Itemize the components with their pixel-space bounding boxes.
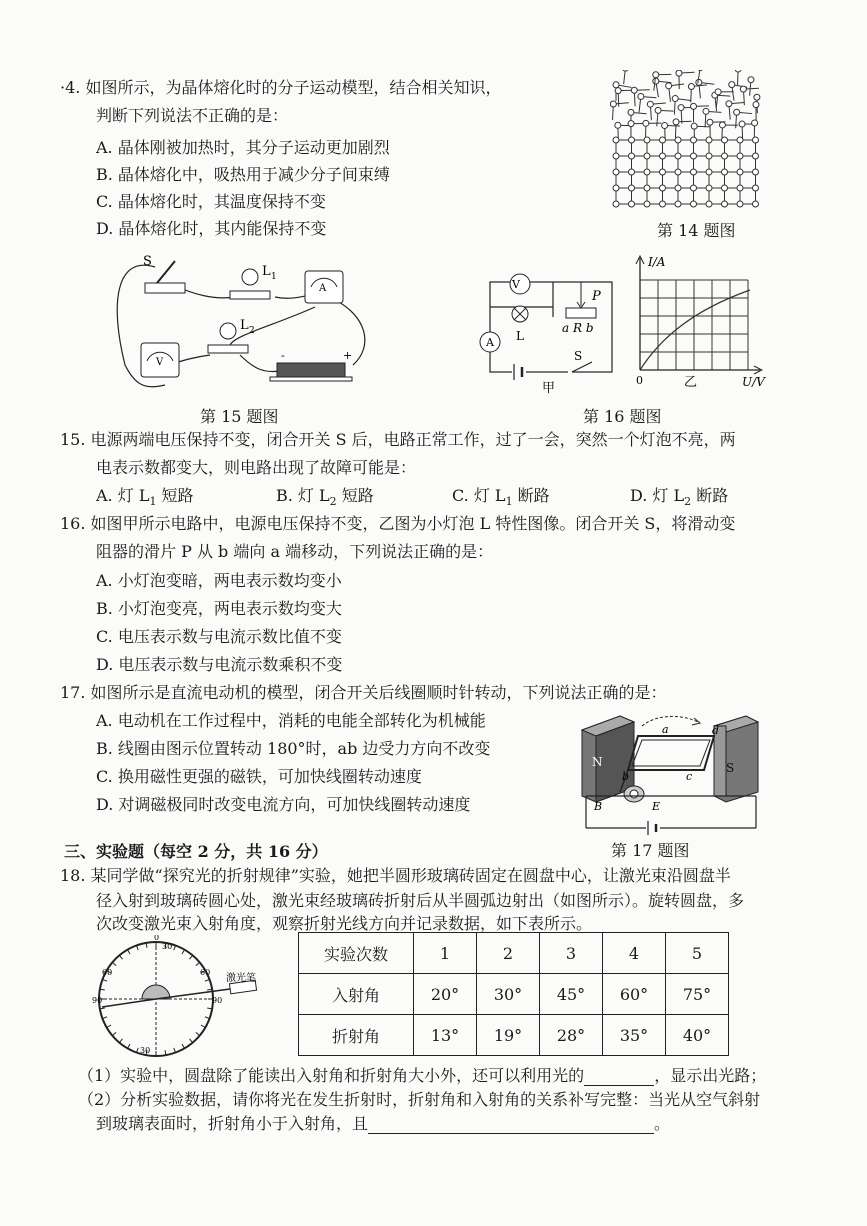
q14-stem-line2: 判断下列说法不正确的是： [96, 106, 289, 125]
fig17-b-label: b [622, 770, 630, 783]
figure-16-graph [628, 252, 768, 392]
table-cell: 入射角 [299, 974, 414, 1015]
q16-option-b: B. 小灯泡变亮，两电表示数均变大 [96, 599, 342, 618]
table-cell: 13° [414, 1015, 477, 1056]
q16-stem-line2: 阻器的滑片 P 从 b 端向 a 端移动，下列说法正确的是： [96, 542, 494, 561]
fig18-mark-60-left: 60 [102, 968, 113, 977]
fig17-bb-label: B [594, 800, 603, 813]
fig18-mark-0-top: 0 [154, 935, 160, 942]
q15-option-b: B. 灯 $L_2$ 短路 [276, 486, 374, 509]
fig15-l1-label: L [262, 264, 271, 279]
fig15-voltmeter-label: V [156, 357, 164, 368]
figure-15-caption: 第 15 题图 [200, 407, 279, 426]
table-cell: 75° [666, 974, 729, 1015]
q14-option-b: B. 晶体熔化中，吸热用于减少分子间束缚 [96, 165, 390, 184]
table-cell: 28° [540, 1015, 603, 1056]
table-header-cell: 4 [603, 933, 666, 974]
fig16-jia-label: 甲 [542, 381, 556, 396]
fig18-mark-90-right: 90 [212, 996, 223, 1005]
figure-16-circuit [468, 262, 623, 397]
fig16-ylabel: I/A [648, 255, 666, 269]
fig17-e-label: E [652, 800, 661, 813]
section-3-title: 三、实验题（每空 2 分，共 16 分） [64, 842, 328, 861]
q18-stem-line1: 18. 某同学做“探究光的折射规律”实验，她把半圆形玻璃砖固定在圆盘中心，让激光束沿圆盘半 [60, 866, 731, 885]
fig17-n-label: N [592, 755, 603, 769]
q15-option-c: C. 灯 $L_1$ 断路 [452, 486, 550, 509]
q14-option-a: A. 晶体刚被加热时，其分子运动更加剧烈 [96, 138, 390, 157]
fig16-s-label: S [574, 349, 583, 363]
q17-option-b: B. 线圈由图示位置转动 180°时，ab 边受力方向不改变 [96, 739, 491, 758]
q18-sub1-answer-blank[interactable] [584, 1085, 654, 1086]
q18-data-table [298, 932, 729, 1056]
table-header-cell: 1 [414, 933, 477, 974]
fig16-v-label: V [512, 278, 520, 291]
q16-option-d: D. 电压表示数与电流示数乘积不变 [96, 655, 343, 674]
q14-option-c: C. 晶体熔化时，其温度保持不变 [96, 192, 326, 211]
q16-option-c: C. 电压表示数与电流示数比值不变 [96, 627, 342, 646]
table-header-cell: 3 [540, 933, 603, 974]
fig18-mark-90-left: 90 [92, 996, 103, 1005]
q15-stem-line1: 15. 电源两端电压保持不变，闭合开关 S 后，电路正常工作，过了一会，突然一个灯泡不亮，两 [60, 430, 736, 449]
fig18-laser-label: 激光笔 [226, 973, 256, 984]
fig17-a-label: a [662, 723, 669, 736]
q18-sub2-line2: 到玻璃表面时，折射角小于入射角，且 。 [96, 1114, 671, 1133]
fig16-xlabel: U/V [742, 375, 765, 389]
table-cell: 30° [477, 974, 540, 1015]
q17-option-d: D. 对调磁极同时改变电流方向，可加快线圈转动速度 [96, 795, 471, 814]
q17-option-a: A. 电动机在工作过程中，消耗的电能全部转化为机械能 [96, 711, 486, 730]
fig16-l-label: L [516, 329, 524, 343]
q16-option-a: A. 小灯泡变暗，两电表示数均变小 [96, 571, 342, 590]
fig17-d-label: d [712, 724, 720, 737]
table-cell: 35° [603, 1015, 666, 1056]
figure-18-disk [90, 935, 280, 1060]
figure-15-circuit [105, 245, 380, 395]
fig18-mark-30-bottom: 30 [140, 1046, 151, 1055]
figure-16-caption: 第 16 题图 [583, 407, 662, 426]
fig15-plus-label: + [343, 349, 353, 362]
fig15-l2-label: L [240, 318, 249, 333]
q16-stem-line1: 16. 如图甲所示电路中，电源电压保持不变，乙图为小灯泡 L 特性图像。闭合开关 S，将滑动变 [60, 514, 736, 533]
table-header-cell: 2 [477, 933, 540, 974]
q18-stem-line2: 径入射到玻璃砖圆心处，激光束经玻璃砖折射后从半圆弧边射出（如图所示）。旋转圆盘，多 [96, 891, 745, 910]
q18-sub1: （1）实验中，圆盘除了能读出入射角和折射角大小外，还可以利用光的 ，显示出光路； [78, 1066, 767, 1085]
figure-17-caption: 第 17 题图 [611, 841, 690, 860]
table-cell: 40° [666, 1015, 729, 1056]
fig15-minus-label: - [281, 349, 285, 362]
fig16-a-label: A [486, 336, 494, 349]
table-header-cell: 5 [666, 933, 729, 974]
q18-sub2-answer-blank[interactable] [368, 1133, 654, 1134]
q18-sub2-line1: （2）分析实验数据，请你将光在发生折射时，折射角和入射角的关系补写完整：当光从空气斜射 [78, 1090, 761, 1109]
table-row [299, 974, 729, 1015]
figure-14-lattice [610, 70, 768, 218]
q17-option-c: C. 换用磁性更强的磁铁，可加快线圈转动速度 [96, 767, 422, 786]
q14-stem-line1: ·4. 如图所示，为晶体熔化时的分子运动模型，结合相关知识， [60, 78, 502, 97]
q15-stem-line2: 电表示数都变大，则电路出现了故障可能是： [96, 458, 417, 477]
q15-option-d: D. 灯 $L_2$ 断路 [630, 486, 729, 509]
fig15-l2-sub: 2 [249, 326, 255, 336]
q15-option-a: A. 灯 $L_1$ 短路 [96, 486, 194, 509]
fig17-s-label: S [726, 761, 735, 775]
table-cell: 60° [603, 974, 666, 1015]
table-row [299, 1015, 729, 1056]
table-cell: 19° [477, 1015, 540, 1056]
fig16-origin: 0 [636, 374, 643, 387]
fig15-l1-sub: 1 [271, 272, 277, 282]
table-cell: 45° [540, 974, 603, 1015]
q14-option-d: D. 晶体熔化时，其内能保持不变 [96, 219, 327, 238]
fig15-s-label: S [143, 254, 152, 269]
fig16-yi-label: 乙 [684, 375, 698, 390]
fig15-ammeter-label: A [319, 283, 327, 294]
figure-17-motor [576, 708, 772, 836]
figure-14-caption: 第 14 题图 [657, 221, 736, 240]
table-cell: 折射角 [299, 1015, 414, 1056]
fig17-c-label: c [686, 770, 693, 783]
fig18-mark-60-right: 60 [200, 968, 211, 977]
table-cell: 20° [414, 974, 477, 1015]
q17-stem: 17. 如图所示是直流电动机的模型，闭合开关后线圈顺时针转动，下列说法正确的是： [60, 683, 667, 702]
fig16-p-label: P [592, 289, 601, 304]
q18-stem-line3: 次改变激光束入射角度，观察折射光线方向并记录数据，如下表所示。 [96, 914, 593, 933]
fig16-arb-label: a R b [562, 321, 594, 335]
fig18-mark-30-top: 30 [162, 942, 173, 951]
table-header-cell: 实验次数 [299, 933, 414, 974]
